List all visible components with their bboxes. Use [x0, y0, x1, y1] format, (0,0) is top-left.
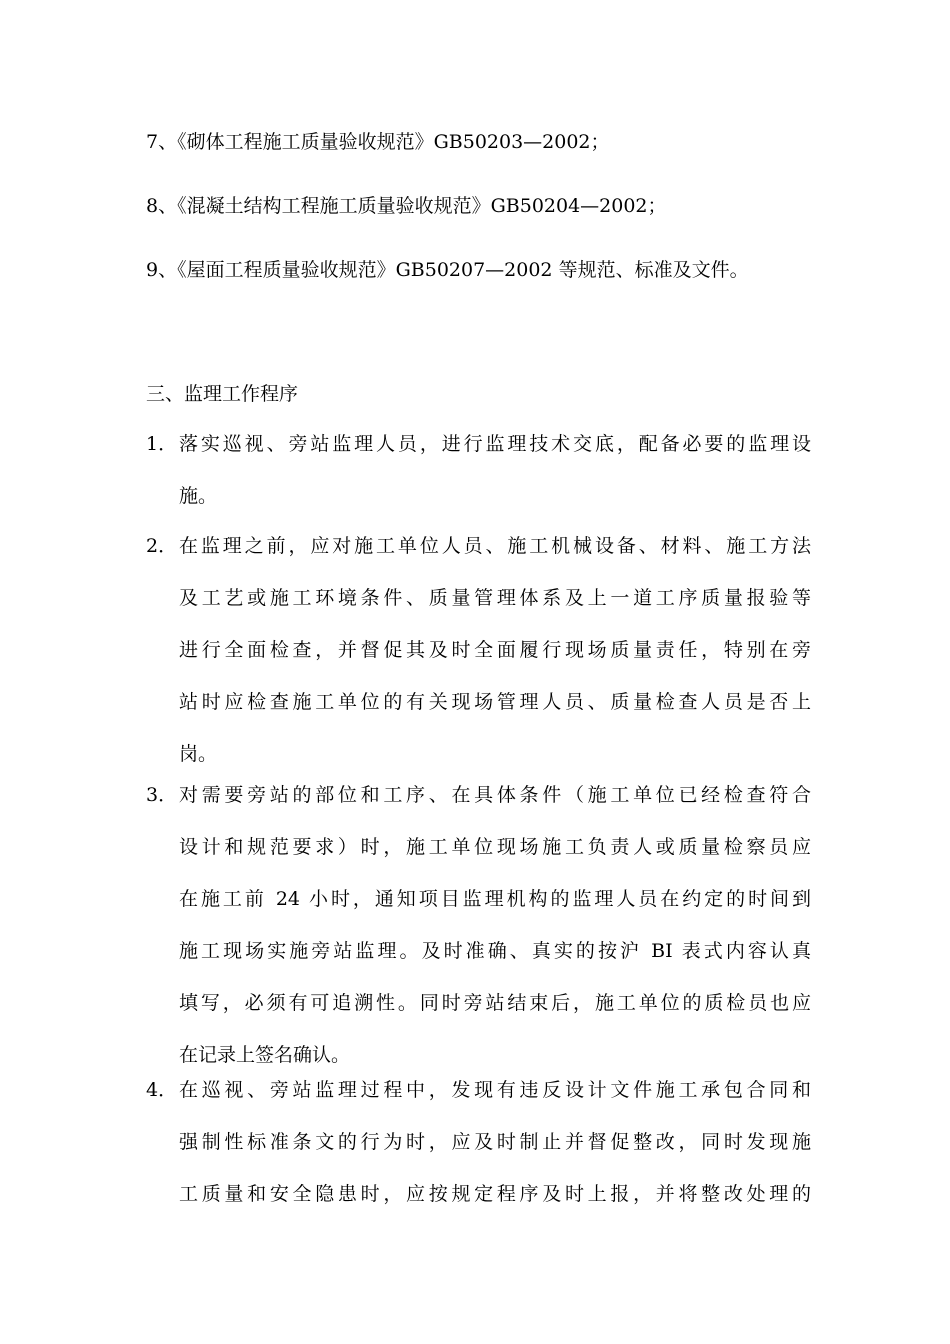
procedure-line: 及工艺或施工环境条件、质量管理体系及上一道工序质量报验等	[179, 587, 811, 609]
section-heading: 三、监理工作程序	[146, 383, 299, 405]
procedure-line: 在记录上签名确认。	[179, 1044, 351, 1066]
procedure-line: 岗。	[179, 743, 218, 765]
procedure-text	[179, 1064, 811, 1220]
procedure-line: 施。	[179, 485, 218, 507]
reference-item-9: 9、《屋面工程质量验收规范》GB50207—2002 等规范、标准及文件。	[146, 259, 749, 281]
procedure-line: 在监理之前，应对施工单位人员、施工机械设备、材料、施工方法	[179, 535, 811, 557]
procedure-text	[179, 769, 811, 1081]
reference-item-7: 7、《砌体工程施工质量验收规范》GB50203—2002；	[146, 131, 610, 153]
reference-item-8: 8、《混凝土结构工程施工质量验收规范》GB50204—2002；	[146, 195, 667, 217]
procedure-number: 1．	[146, 433, 178, 455]
procedure-text	[179, 520, 811, 780]
procedure-text	[179, 418, 811, 522]
procedure-number: 4．	[146, 1079, 178, 1101]
procedure-line: 施工现场实施旁站监理。及时准确、真实的按沪 BI 表式内容认真	[179, 940, 811, 962]
procedure-number: 3．	[146, 784, 178, 806]
procedure-line: 填写，必须有可追溯性。同时旁站结束后，施工单位的质检员也应	[179, 992, 811, 1014]
procedure-line: 设计和规范要求）时，施工单位现场施工负责人或质量检察员应	[179, 836, 811, 858]
procedure-number: 2．	[146, 535, 178, 557]
procedure-line: 站时应检查施工单位的有关现场管理人员、质量检查人员是否上	[179, 691, 811, 713]
procedure-line: 进行全面检查，并督促其及时全面履行现场质量责任，特别在旁	[179, 639, 811, 661]
procedure-line: 对需要旁站的部位和工序、在具体条件（施工单位已经检查符合	[179, 784, 811, 806]
procedure-line: 在巡视、旁站监理过程中，发现有违反设计文件施工承包合同和	[179, 1079, 811, 1101]
procedure-line: 工质量和安全隐患时，应按规定程序及时上报，并将整改处理的	[179, 1183, 811, 1205]
procedure-line: 在施工前 24 小时，通知项目监理机构的监理人员在约定的时间到	[179, 888, 811, 910]
procedure-line: 落实巡视、旁站监理人员，进行监理技术交底，配备必要的监理设	[179, 433, 811, 455]
procedure-line: 强制性标准条文的行为时，应及时制止并督促整改，同时发现施	[179, 1131, 811, 1153]
